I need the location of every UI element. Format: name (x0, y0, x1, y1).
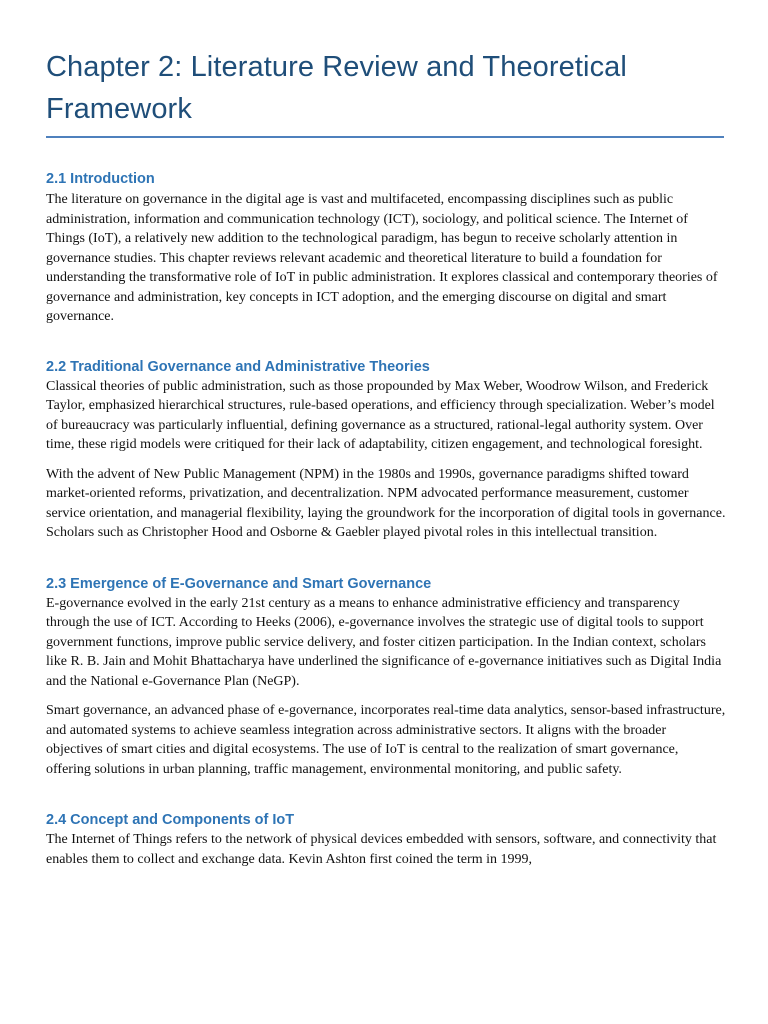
section-heading: 2.4 Concept and Components of IoT (46, 812, 295, 828)
chapter-title (46, 46, 726, 130)
section-traditional-governance (46, 357, 726, 543)
paragraph: E-governance evolved in the early 21st century as a means to enhance administrative efficiency and transparency through the use of ICT. According to Heeks (2006), e-governance involves the strategic use of digital tools to support government functions, improve public service delivery, and foster citizen participation. In the Indian context, scholars like R. B. Jain and Mohit Bhattacharya have underlined the significance of e-governance initiatives such as Digital India and the National e-Governance Plan (NeGP). (46, 595, 722, 689)
section-iot-concept (46, 810, 726, 869)
chapter-title-line-2: Framework (46, 93, 192, 125)
section-heading: 2.1 Introduction (46, 171, 155, 187)
section-heading: 2.2 Traditional Governance and Administrative Theories (46, 358, 430, 375)
paragraph: Smart governance, an advanced phase of e-governance, incorporates real-time data analytics, sensor-based infrastructure, and automated systems to achieve seamless integration across administrative sectors. It aligns with the broader objectives of smart cities and digital ecosystems. The use of IoT is central to the realization of smart governance, offering solutions in urban planning, traffic management, environmental monitoring, and public safety. (46, 703, 726, 777)
paragraph: The Internet of Things refers to the network of physical devices embedded with sensors, software, and connectivity that enables them to collect and exchange data. Kevin Ashton first coined the term in 1999, (46, 832, 717, 867)
paragraph: With the advent of New Public Management (NPM) in the 1980s and 1990s, governance paradigms shifted toward market-oriented reforms, privatization, and decentralization. NPM advocated performance measurement, customer service orientation, and managerial flexibility, laying the groundwork for the incorporation of digital tools in governance. Scholars such as Christopher Hood and Osborne & Gaebler played pivotal roles in this intellectual transition. (46, 466, 726, 540)
section-introduction (46, 169, 726, 327)
paragraph: The literature on governance in the digital age is vast and multifaceted, encompassing disciplines such as public administration, information and communication technology (ICT), sociology, and political science. The Internet of Things (IoT), a relatively new addition to the technological paradigm, has begun to receive scholarly attention in governance studies. This chapter reviews relevant academic and theoretical literature to build a foundation for understanding the transformative role of IoT in public administration. It explores classical and contemporary theories of governance and administration, key concepts in ICT adoption, and the emerging discourse on digital and smart governance. (46, 192, 718, 324)
chapter-title-line-1: Chapter 2: Literature Review and Theoretical (46, 51, 627, 83)
document-page (46, 46, 726, 869)
section-heading: 2.3 Emergence of E-Governance and Smart Governance (46, 575, 432, 592)
title-divider (46, 136, 724, 138)
section-e-governance (46, 574, 726, 780)
paragraph: Classical theories of public administration, such as those propounded by Max Weber, Woodrow Wilson, and Frederick Taylor, emphasized hierarchical structures, rule-based operations, and efficiency through specialization. Weber’s model of bureaucracy was particularly influential, defining governance as a structured, rational-legal authority system. Over time, these rigid models were critiqued for their lack of adaptability, citizen engagement, and technological foresight. (46, 378, 715, 452)
